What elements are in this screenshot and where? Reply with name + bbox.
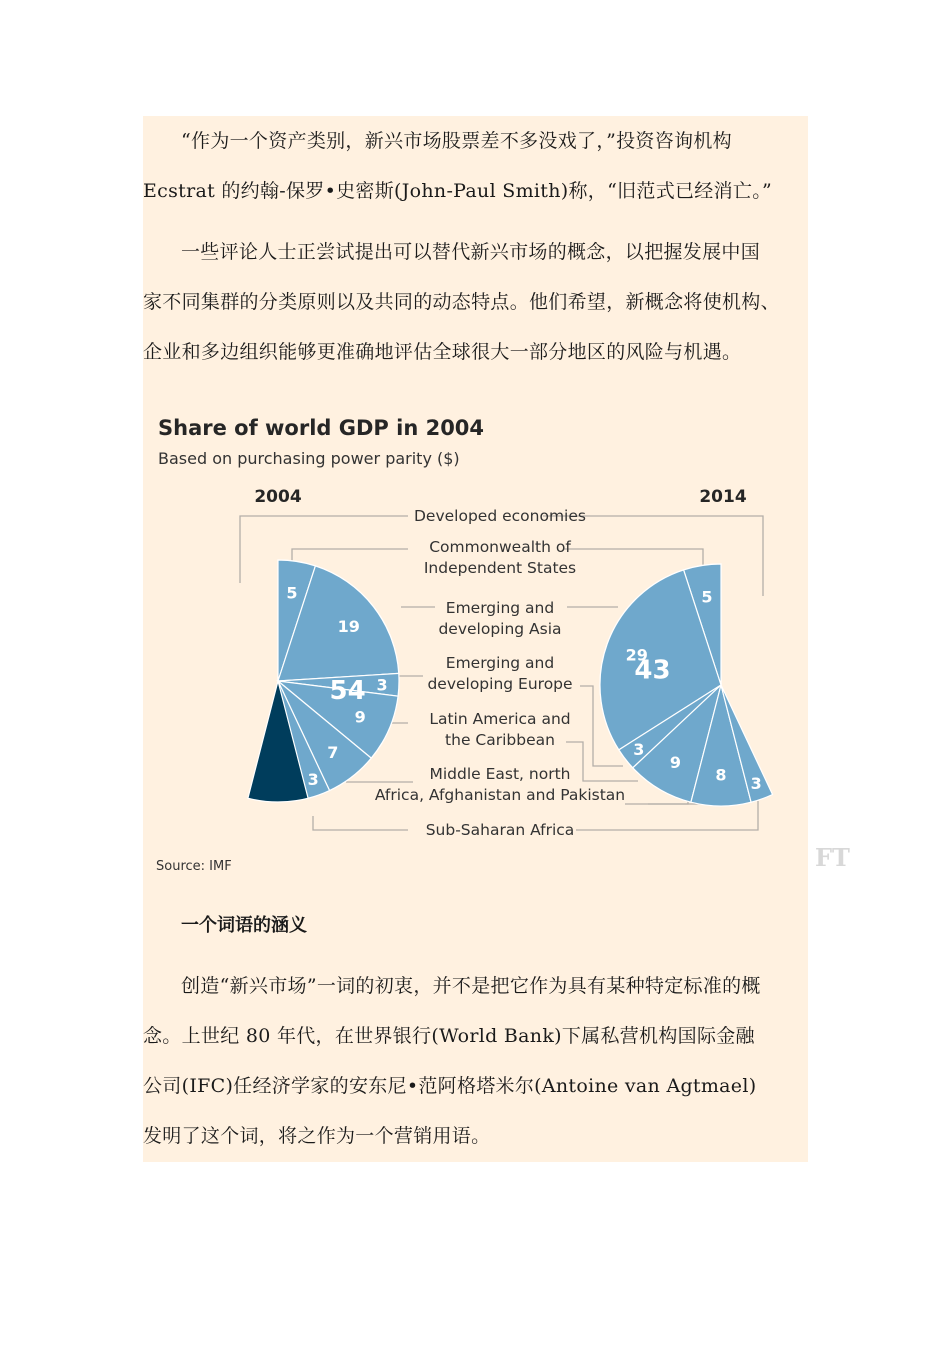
paragraph-line: 念。上世纪 80 年代，在世界银行(World Bank)下属私营机构国际金融 <box>143 1025 755 1047</box>
category-label: Emerging and <box>445 654 555 672</box>
category-label: Africa, Afghanistan and Pakistan <box>374 786 626 804</box>
article-paragraph-1 <box>143 116 808 216</box>
category-label: the Caribbean <box>445 731 555 749</box>
pie-value-label: 9 <box>354 707 366 727</box>
section-heading: 一个词语的涵义 <box>181 915 307 936</box>
category-labels <box>375 507 625 839</box>
year-label-2004: 2004 <box>254 487 302 507</box>
pie-value-label: 3 <box>307 769 319 789</box>
year-label-2014: 2014 <box>699 487 747 507</box>
pie-chart-2004 <box>248 560 399 802</box>
paragraph-line: Ecstrat 的约翰-保罗•史密斯(John-Paul Smith)称，“旧范式已经消亡。” <box>143 180 773 202</box>
ft-watermark-logo: FT <box>815 843 850 872</box>
category-label: Sub-Saharan Africa <box>425 821 575 839</box>
category-label: developing Europe <box>427 675 573 693</box>
pie-value-label: 5 <box>286 583 298 603</box>
chart-title: Share of world GDP in 2004 <box>158 416 485 440</box>
leader-line <box>543 516 763 596</box>
pie-value-label: 3 <box>750 773 762 793</box>
pie-value-label: 9 <box>669 753 681 773</box>
pie-value-label: 19 <box>337 617 360 637</box>
category-label: Independent States <box>423 559 577 577</box>
pie-value-label: 3 <box>633 739 645 759</box>
pie-value-label: 8 <box>715 765 727 785</box>
category-label: Latin America and <box>429 710 571 728</box>
paragraph-line: 企业和多边组织能够更准确地评估全球很大一部分地区的风险与机遇。 <box>143 341 742 363</box>
pie-value-label: 29 <box>625 645 648 665</box>
category-label: developing Asia <box>438 620 562 638</box>
gdp-pie-charts-svg <box>143 406 808 886</box>
leader-line <box>563 549 703 566</box>
pie-value-label: 3 <box>376 675 388 695</box>
paragraph-line: 发明了这个词，将之作为一个营销用语。 <box>143 1125 491 1147</box>
category-label: Emerging and <box>445 599 555 617</box>
chart-source: Source: IMF <box>156 859 232 874</box>
paragraph-line: 公司(IFC)任经济学家的安东尼•范阿格塔米尔(Antoine van Agtmael) <box>143 1075 757 1097</box>
pie-value-label: 5 <box>701 587 713 607</box>
category-label: Developed economies <box>414 507 586 525</box>
pie-value-label: 7 <box>327 742 339 762</box>
pie-value-label: 43 <box>634 655 671 686</box>
article-paragraph-2 <box>143 227 808 377</box>
paragraph-line: 家不同集群的分类原则以及共同的动态特点。他们希望，新概念将使机构、 <box>143 291 780 313</box>
paragraph-line: “作为一个资产类别，新兴市场股票差不多没戏了，”投资咨询机构 <box>181 130 732 152</box>
category-label: Commonwealth of <box>429 538 571 556</box>
gdp-share-chart <box>143 406 808 886</box>
paragraph-line: 创造“新兴市场”一词的初衷，并不是把它作为具有某种特定标准的概 <box>181 975 761 997</box>
category-label: Middle East, north <box>429 765 571 783</box>
leader-line <box>292 549 408 566</box>
pie-value-label: 54 <box>329 675 366 706</box>
article-block <box>143 116 808 1162</box>
paragraph-line: 一些评论人士正尝试提出可以替代新兴市场的概念，以把握发展中国 <box>181 241 761 263</box>
leader-line <box>313 816 408 830</box>
chart-subtitle: Based on purchasing power parity ($) <box>158 449 460 468</box>
pie-chart-2014 <box>600 564 773 806</box>
article-paragraph-4 <box>143 961 808 1161</box>
